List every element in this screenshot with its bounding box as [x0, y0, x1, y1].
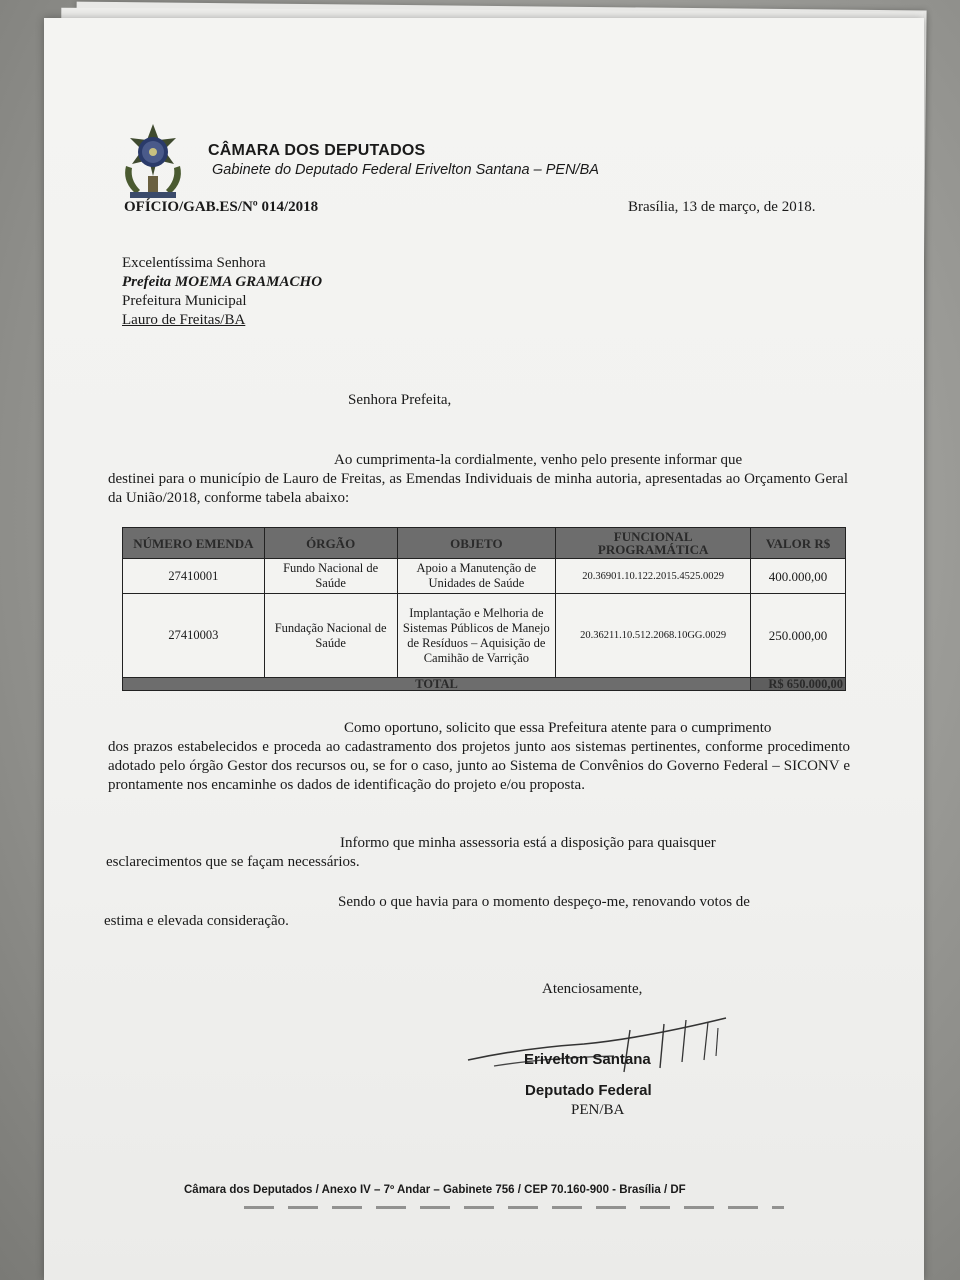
- table-cell: 27410001: [123, 559, 265, 594]
- letter-page: [44, 18, 924, 1280]
- signer-title: Deputado Federal: [525, 1082, 652, 1099]
- paragraph-text: estima e elevada consideração.: [104, 913, 289, 929]
- addressee-name: Prefeita MOEMA GRAMACHO: [122, 274, 323, 290]
- column-header: ÓRGÃO: [264, 528, 397, 559]
- table-cell: Implantação e Melhoria de Sistemas Públicos de Manejo de Resíduos – Aquisição de Camihão de Varrição: [397, 594, 556, 678]
- paragraph-line: Informo que minha assessoria está a disposição para quaisquer: [340, 835, 716, 851]
- footer-address: Câmara dos Deputados / Anexo IV – 7º Andar – Gabinete 756 / CEP 70.160-900 - Brasília / DF: [184, 1184, 686, 1196]
- table-cell: Apoio a Manutenção de Unidades de Saúde: [397, 559, 556, 594]
- closing: Atenciosamente,: [542, 981, 643, 997]
- table-row: [123, 594, 846, 678]
- letter-date: Brasília, 13 de março, de 2018.: [628, 199, 816, 215]
- paragraph-text: dos prazos estabelecidos e proceda ao cadastramento dos projetos junto aos sistemas pertinentes, conforme procedimento adotado pelo órgão Gestor dos recursos ou, se for o caso, junto ao Sistema de Convênios do Governo Federal – SICONV e prontamente nos encaminhe os dados de identificação do projeto e/ou proposta.: [108, 739, 850, 793]
- amendments-table: [122, 527, 846, 691]
- table-cell: 27410003: [123, 594, 265, 678]
- header-subtitle: Gabinete do Deputado Federal Erivelton Santana – PEN/BA: [212, 162, 599, 178]
- column-header: NÚMERO EMENDA: [123, 528, 265, 559]
- table-total-row: [123, 678, 846, 691]
- addressee-city: Lauro de Freitas/BA: [122, 312, 246, 328]
- table-cell: Fundação Nacional de Saúde: [264, 594, 397, 678]
- table-header-row: [123, 528, 846, 559]
- letter-number: OFÍCIO/GAB.ES/Nº 014/2018: [124, 199, 319, 215]
- paragraph-assistance: [106, 834, 850, 872]
- paragraph-farewell: [104, 893, 850, 931]
- total-value: R$ 650.000,00: [751, 678, 846, 691]
- column-header: FUNCIONAL PROGRAMÁTICA: [556, 528, 751, 559]
- paragraph-text: esclarecimentos que se façam necessários.: [106, 854, 360, 870]
- paragraph-line: Sendo o que havia para o momento despeço-me, renovando votos de: [338, 894, 750, 910]
- header-org-name: CÂMARA DOS DEPUTADOS: [208, 142, 426, 159]
- total-label: TOTAL: [123, 678, 751, 691]
- paragraph-line: Ao cumprimenta-la cordialmente, venho pelo presente informar que: [334, 452, 743, 468]
- paragraph-intro: [108, 451, 848, 508]
- addressee-line: Excelentíssima Senhora: [122, 255, 266, 271]
- paragraph-request: [108, 719, 850, 795]
- addressee-line: Prefeitura Municipal: [122, 293, 247, 309]
- column-header: VALOR R$: [751, 528, 846, 559]
- table-cell: 20.36901.10.122.2015.4525.0029: [556, 559, 751, 594]
- signer-name: Erivelton Santana: [524, 1051, 651, 1068]
- table-cell: 250.000,00: [751, 594, 846, 678]
- coat-of-arms-icon: [118, 120, 188, 208]
- table-cell: Fundo Nacional de Saúde: [264, 559, 397, 594]
- paragraph-text: destinei para o município de Lauro de Freitas, as Emendas Individuais de minha autoria, apresentadas ao Orçamento Geral da União/2018, conforme tabela abaixo:: [108, 471, 848, 506]
- table-cell: 20.36211.10.512.2068.10GG.0029: [556, 594, 751, 678]
- salutation: Senhora Prefeita,: [348, 392, 452, 408]
- table-cell: 400.000,00: [751, 559, 846, 594]
- column-header: OBJETO: [397, 528, 556, 559]
- signer-party: PEN/BA: [571, 1102, 625, 1118]
- footer-cut-line: [244, 1204, 784, 1210]
- paragraph-line: Como oportuno, solicito que essa Prefeitura atente para o cumprimento: [344, 720, 772, 736]
- table-row: [123, 559, 846, 594]
